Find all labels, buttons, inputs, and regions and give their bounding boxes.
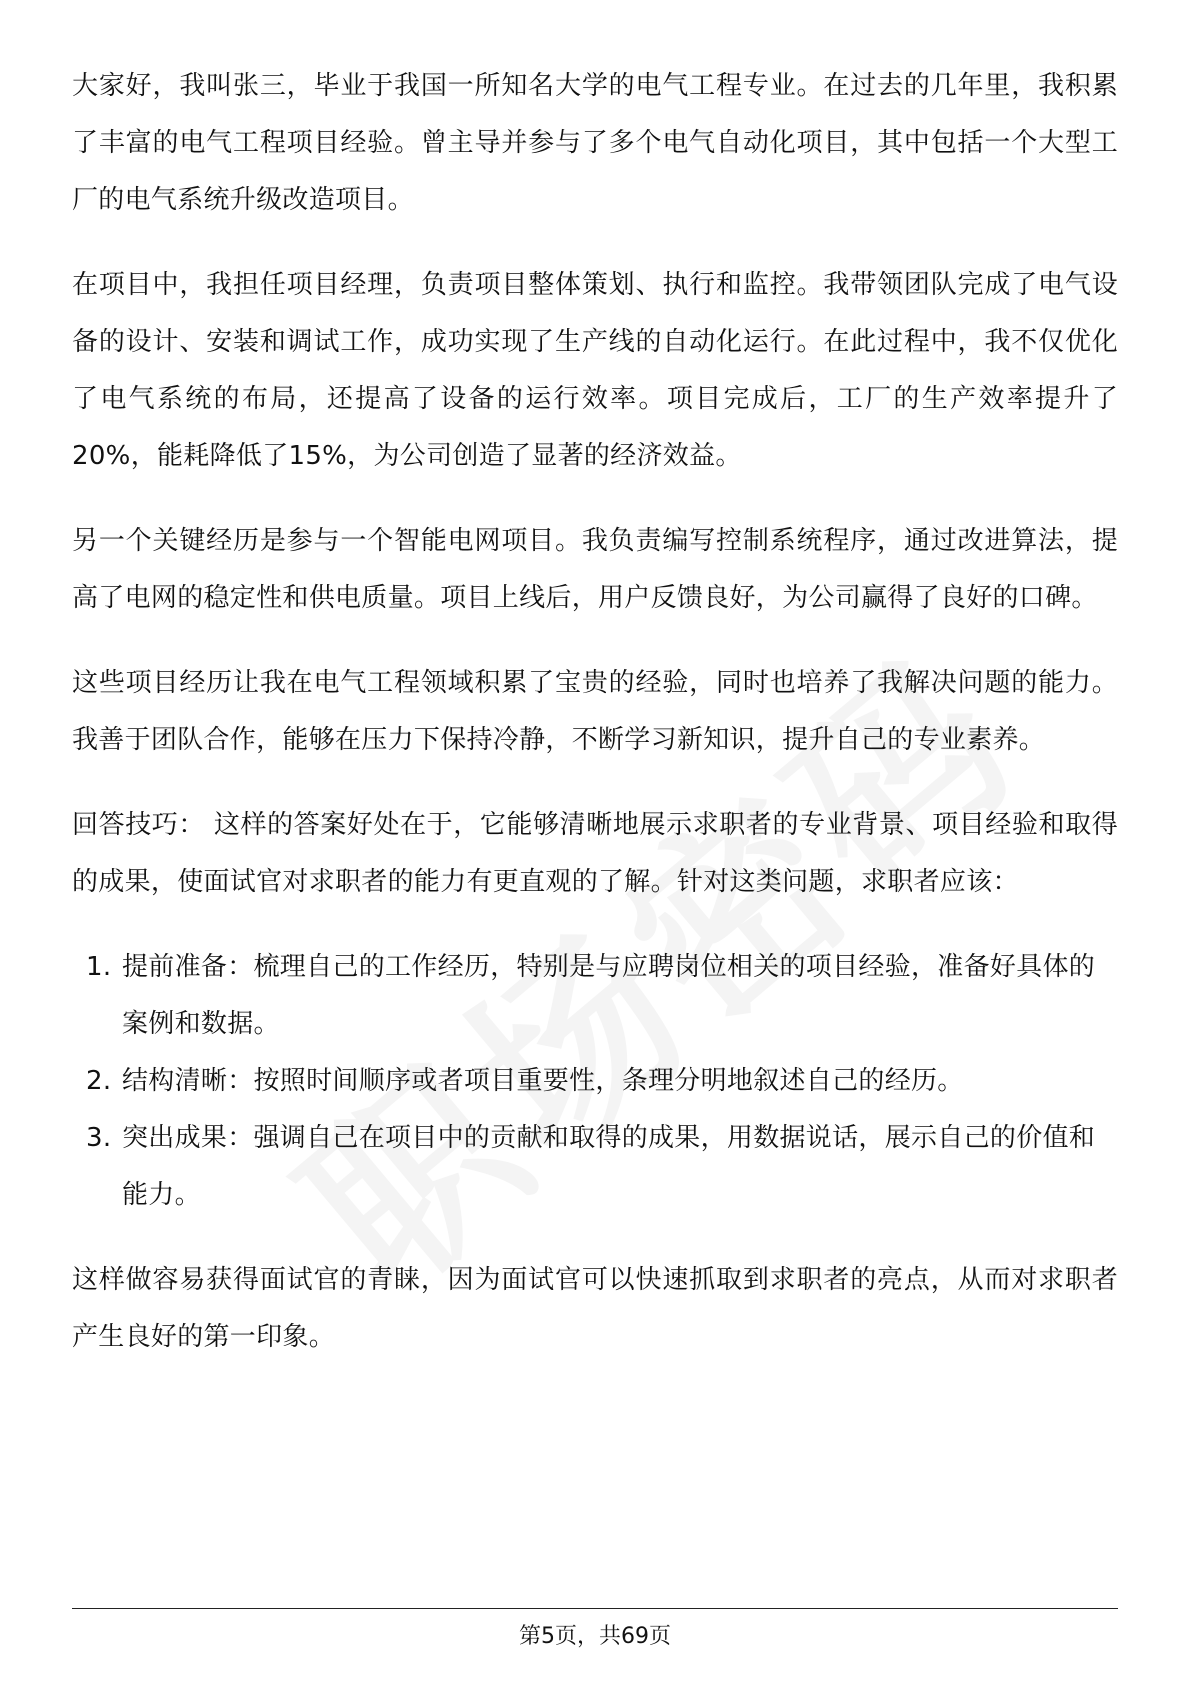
list-item-text: 提前准备：梳理自己的工作经历，特别是与应聘岗位相关的项目经验，准备好具体的案例和数据。 [122,952,1096,1039]
page-content [72,58,1118,1394]
list-item-number: 3. [86,1123,112,1153]
list-item [72,1053,1118,1110]
tips-list [72,939,1118,1224]
paragraph-intro: 大家好，我叫张三，毕业于我国一所知名大学的电气工程专业。在过去的几年里，我积累了丰富的电气工程项目经验。曾主导并参与了多个电气自动化项目，其中包括一个大型工厂的电气系统升级改造项目。 [72,71,1118,215]
list-item-number: 1. [86,952,112,982]
list-item-text: 结构清晰：按照时间顺序或者项目重要性，条理分明地叙述自己的经历。 [122,1066,964,1096]
footer-divider [72,1608,1118,1609]
paragraph-closing: 这样做容易获得面试官的青睐，因为面试官可以快速抓取到求职者的亮点，从而对求职者产生良好的第一印象。 [72,1265,1118,1352]
list-item-number: 2. [86,1066,112,1096]
list-item [72,1110,1118,1224]
paragraph-summary: 这些项目经历让我在电气工程领域积累了宝贵的经验，同时也培养了我解决问题的能力。我善于团队合作，能够在压力下保持冷静，不断学习新知识，提升自己的专业素养。 [72,668,1118,755]
paragraph-project-role: 在项目中，我担任项目经理，负责项目整体策划、执行和监控。我带领团队完成了电气设备的设计、安装和调试工作，成功实现了生产线的自动化运行。在此过程中，我不仅优化了电气系统的布局，还提高了设备的运行效率。项目完成后，工厂的生产效率提升了20%，能耗降低了15%，为公司创造了显著的经济效益。 [72,270,1118,471]
list-item-text: 突出成果：强调自己在项目中的贡献和取得的成果，用数据说话，展示自己的价值和能力。 [122,1123,1096,1210]
list-item [72,939,1118,1053]
page-number: 第5页，共69页 [519,1624,671,1649]
paragraph-smart-grid: 另一个关键经历是参与一个智能电网项目。我负责编写控制系统程序，通过改进算法，提高了电网的稳定性和供电质量。项目上线后，用户反馈良好，为公司赢得了良好的口碑。 [72,526,1118,613]
paragraph-answer-tips: 回答技巧： 这样的答案好处在于，它能够清晰地展示求职者的专业背景、项目经验和取得的成果，使面试官对求职者的能力有更直观的了解。针对这类问题，求职者应该： [72,810,1118,897]
